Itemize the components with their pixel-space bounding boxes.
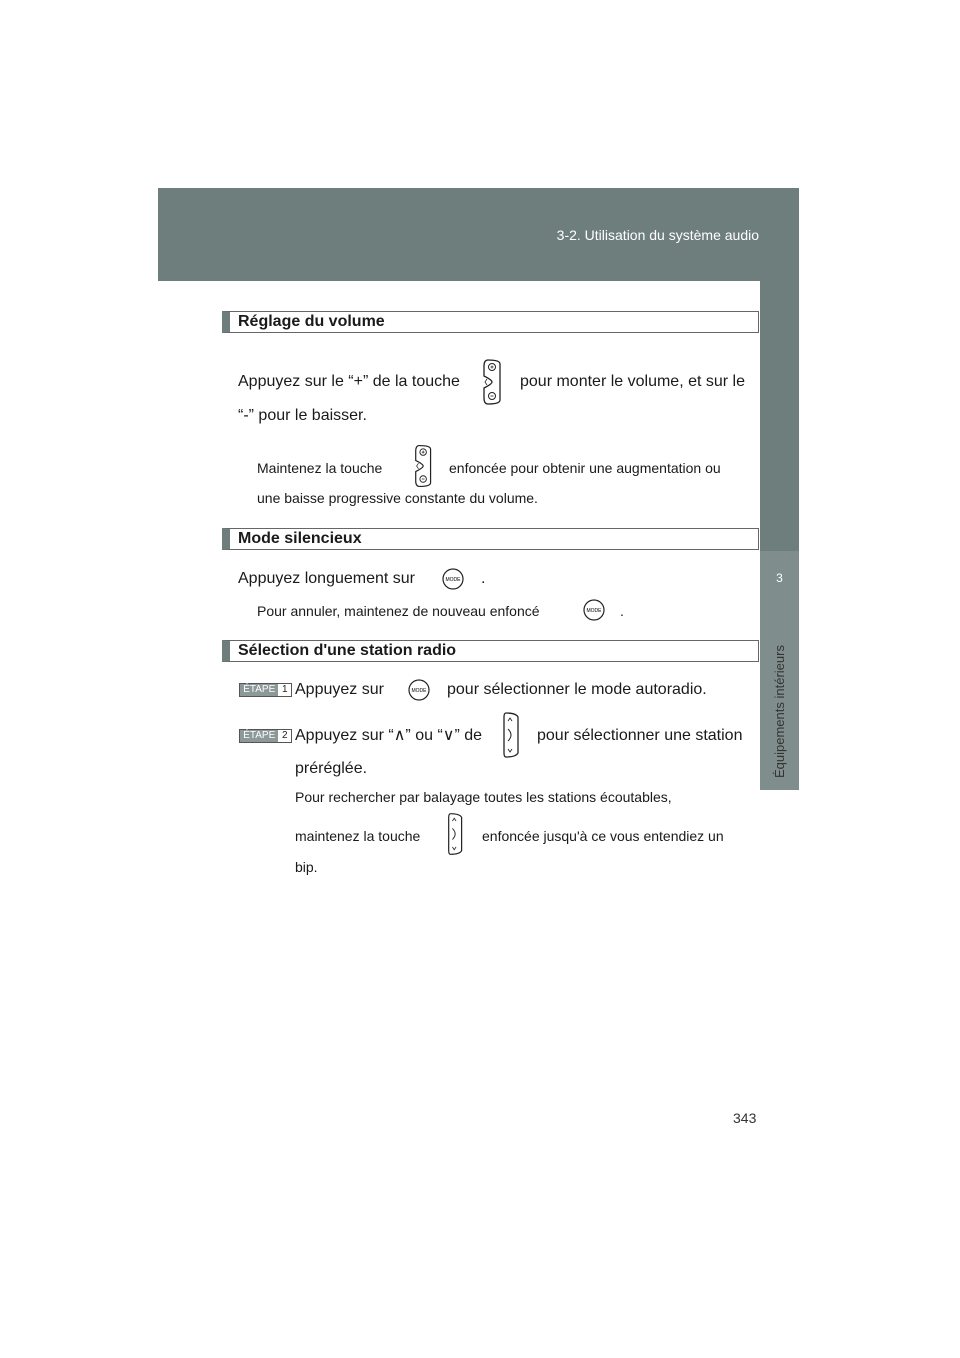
step-badge-2 bbox=[239, 729, 292, 743]
step2b: pour sélectionner une station bbox=[537, 727, 743, 744]
step-label: ÉTAPE bbox=[240, 730, 278, 742]
mode-label: MODE bbox=[586, 608, 602, 614]
header-title: 3-2. Utilisation du système audio bbox=[556, 227, 759, 243]
mute-note1b: . bbox=[620, 603, 624, 619]
volume-note1a: Maintenez la touche bbox=[257, 460, 383, 476]
mode-button-icon bbox=[583, 599, 605, 621]
mode-label: MODE bbox=[411, 688, 427, 694]
station-note2b: enfoncée jusqu'à ce vous entendiez un bbox=[482, 828, 724, 844]
station-note1: Pour rechercher par balayage toutes les stations écoutables, bbox=[295, 789, 672, 805]
step2a: Appuyez sur “∧” ou “∨” de bbox=[295, 727, 483, 744]
mode-button-icon bbox=[408, 679, 430, 701]
mute-line1a: Appuyez longuement sur bbox=[238, 570, 415, 587]
chapter-label: Équipements intérieurs bbox=[772, 645, 787, 778]
volume-switch-icon bbox=[480, 358, 508, 406]
volume-line1a: Appuyez sur le “+” de la touche bbox=[238, 373, 460, 390]
section-title-volume-text: Réglage du volume bbox=[238, 313, 385, 330]
section-title-station bbox=[222, 640, 759, 662]
volume-note1b: enfoncée pour obtenir une augmentation ou bbox=[449, 460, 721, 476]
mode-label: MODE bbox=[445, 577, 461, 583]
section-title-mute-text: Mode silencieux bbox=[238, 530, 362, 547]
step-number: 1 bbox=[281, 684, 288, 695]
seek-switch-icon bbox=[445, 810, 469, 858]
side-tab bbox=[760, 281, 799, 551]
page-number: 343 bbox=[733, 1110, 757, 1126]
header-band bbox=[158, 188, 799, 281]
seek-switch-icon bbox=[500, 711, 526, 759]
step1a: Appuyez sur bbox=[295, 681, 384, 698]
section-title-volume bbox=[222, 311, 759, 333]
volume-note2: une baisse progressive constante du volume. bbox=[257, 490, 538, 506]
step-number: 2 bbox=[281, 730, 288, 741]
step-label: ÉTAPE bbox=[240, 684, 278, 696]
volume-line1b: pour monter le volume, et sur le bbox=[520, 373, 745, 390]
step1b: pour sélectionner le mode autoradio. bbox=[447, 681, 707, 698]
mode-button-icon bbox=[442, 568, 464, 590]
volume-line2: “-” pour le baisser. bbox=[238, 407, 367, 424]
chapter-number: 3 bbox=[776, 571, 783, 585]
mute-note1a: Pour annuler, maintenez de nouveau enfoncé bbox=[257, 603, 540, 619]
step2c: préréglée. bbox=[295, 760, 368, 777]
step-badge-1 bbox=[239, 683, 292, 697]
station-note3: bip. bbox=[295, 859, 318, 875]
section-title-mute bbox=[222, 528, 759, 550]
section-title-station-text: Sélection d'une station radio bbox=[238, 642, 457, 659]
volume-switch-icon bbox=[412, 443, 438, 489]
mute-line1b: . bbox=[481, 570, 486, 587]
station-note2a: maintenez la touche bbox=[295, 828, 421, 844]
